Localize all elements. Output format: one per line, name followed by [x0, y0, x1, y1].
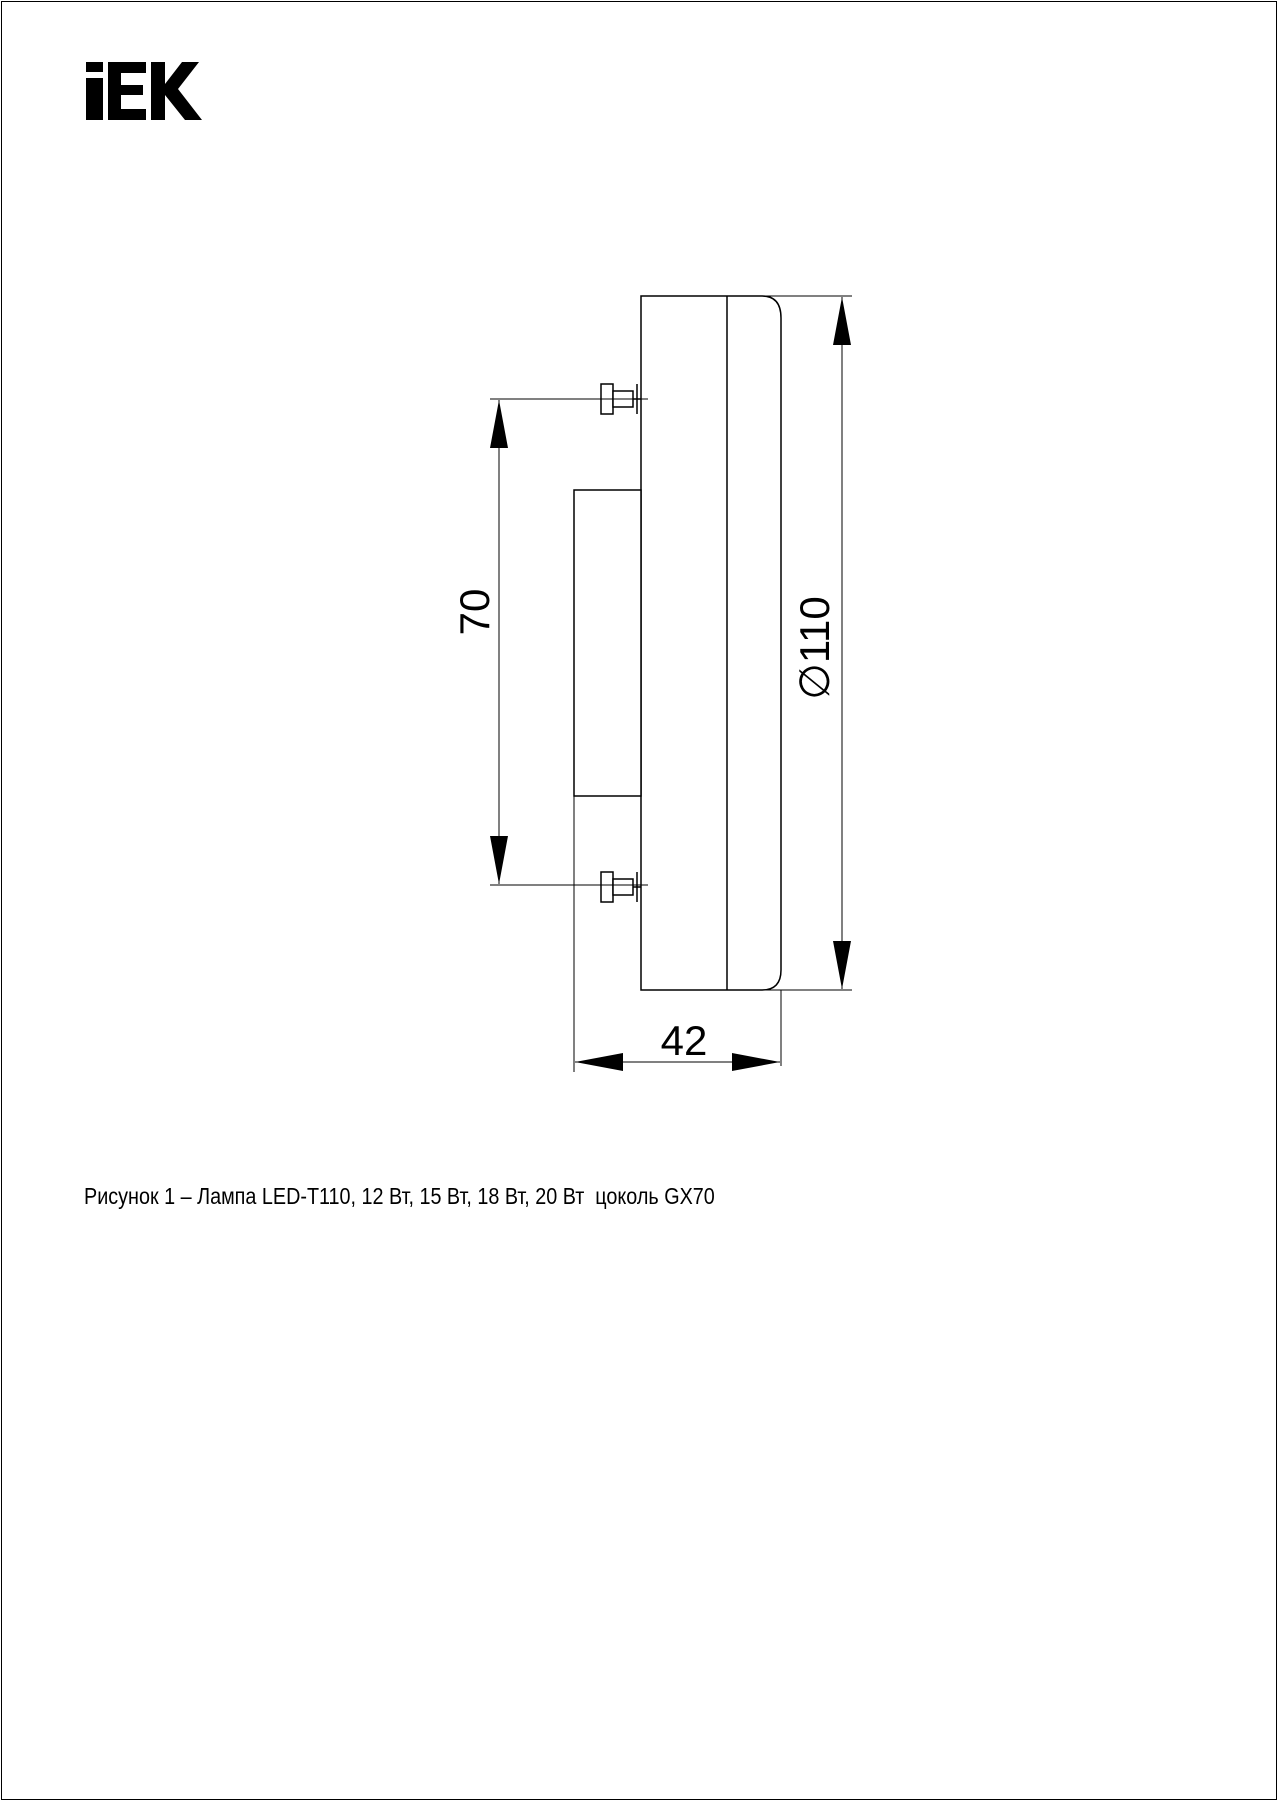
arrow-110-top	[833, 297, 851, 345]
arrow-42-right	[732, 1053, 780, 1071]
arrow-70-top	[490, 400, 508, 448]
arrow-42-left	[575, 1053, 623, 1071]
lamp-body	[641, 296, 781, 990]
lamp-base	[574, 490, 641, 796]
dimension-height: 42	[660, 1017, 708, 1064]
pin-lower	[601, 872, 641, 902]
figure-caption: Рисунок 1 – Лампа LED-T110, 12 Вт, 15 Вт, 18 Вт, 20 Вт цоколь GX70	[84, 1183, 715, 1209]
arrow-110-bottom	[833, 941, 851, 989]
dimension-pin-spacing: 70	[451, 588, 498, 636]
dimension-diameter: ∅110	[791, 596, 838, 700]
arrow-70-bottom	[490, 836, 508, 884]
